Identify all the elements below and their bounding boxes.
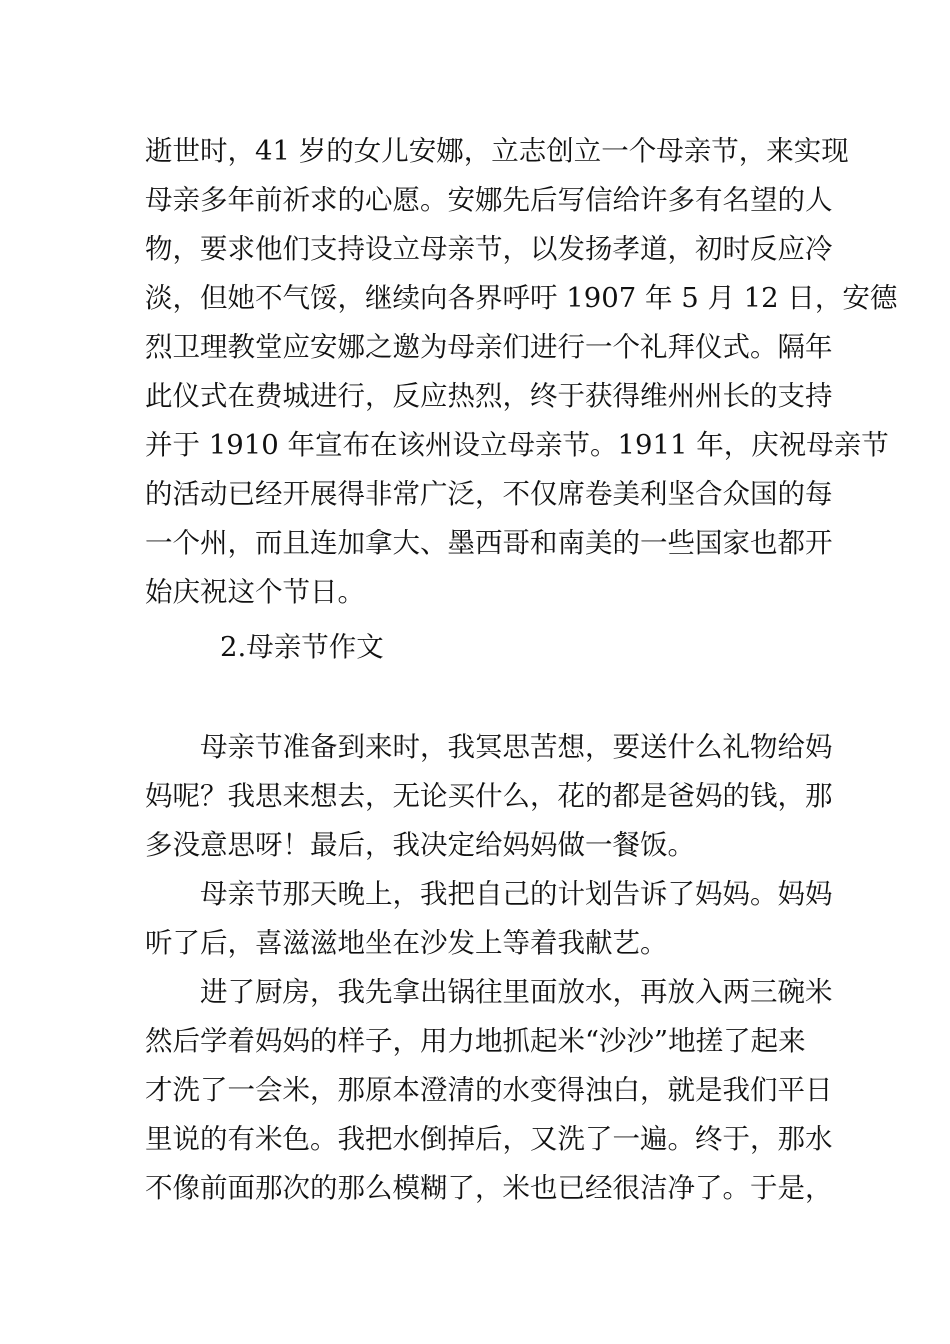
text-line: 妈呢？我思来想去，无论买什么，花的都是爸妈的钱，那 [145,780,833,812]
text-line: 然后学着妈妈的样子，用力地抓起米“沙沙”地搓了起来 [145,1025,806,1057]
text-line: 物，要求他们支持设立母亲节，以发扬孝道，初时反应冷 [145,233,833,265]
text-line: 进了厨房，我先拿出锅往里面放水，再放入两三碗米 [200,976,833,1008]
text-line: 才洗了一会米，那原本澄清的水变得浊白，就是我们平日 [145,1074,833,1106]
text-line: 始庆祝这个节日。 [145,576,365,608]
text-line: 多没意思呀！最后，我决定给妈妈做一餐饭。 [145,829,695,861]
text-line: 一个州，而且连加拿大、墨西哥和南美的一些国家也都开 [145,527,833,559]
section-heading: 2.母亲节作文 [220,631,384,663]
text-line: 母亲节那天晚上，我把自己的计划告诉了妈妈。妈妈 [200,878,833,910]
text-line: 淡，但她不气馁，继续向各界呼吁 1907 年 5 月 12 日，安德 [145,282,898,314]
text-line: 并于 1910 年宣布在该州设立母亲节。1911 年，庆祝母亲节 [145,429,889,461]
text-line: 逝世时，41 岁的女儿安娜，立志创立一个母亲节，来实现 [145,135,849,167]
text-line: 此仪式在费城进行，反应热烈，终于获得维州州长的支持 [145,380,833,412]
text-line: 不像前面那次的那么模糊了，米也已经很洁净了。于是， [145,1172,833,1204]
text-line: 母亲多年前祈求的心愿。安娜先后写信给许多有名望的人 [145,184,833,216]
text-line: 母亲节准备到来时，我冥思苦想，要送什么礼物给妈 [200,731,833,763]
text-line: 的活动已经开展得非常广泛，不仅席卷美利坚合众国的每 [145,478,833,510]
text-line: 烈卫理教堂应安娜之邀为母亲们进行一个礼拜仪式。隔年 [145,331,833,363]
text-line: 里说的有米色。我把水倒掉后，又洗了一遍。终于，那水 [145,1123,833,1155]
text-line: 听了后，喜滋滋地坐在沙发上等着我献艺。 [145,927,668,959]
